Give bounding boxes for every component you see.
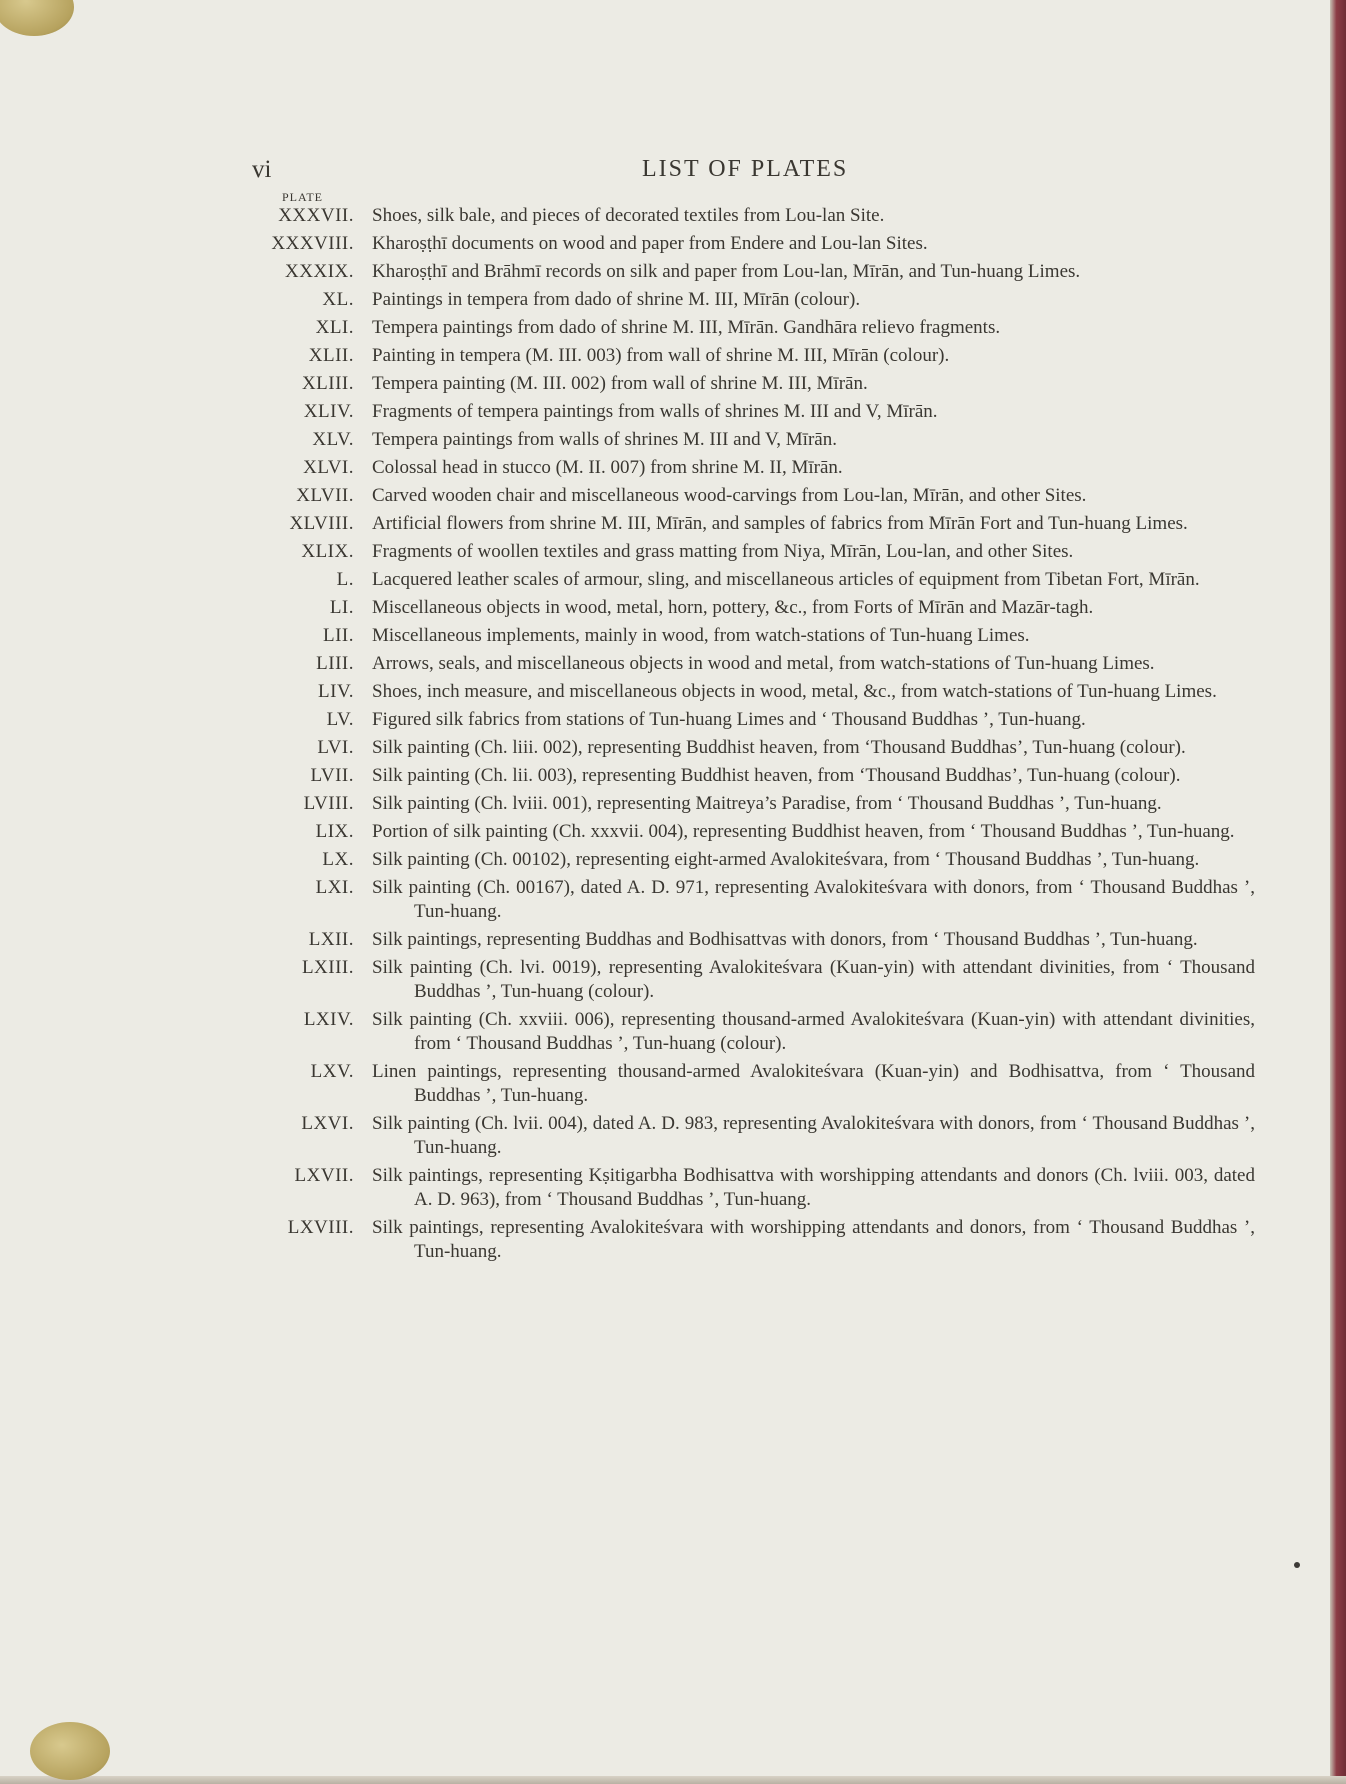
plate-entry [230,928,1255,952]
page-header [252,156,1252,186]
plate-numeral: XXXIX. [285,261,354,282]
plate-numeral: LX. [322,849,354,870]
corner-tab-bottom [30,1722,110,1780]
plate-column-label: PLATE [282,190,323,204]
plate-entry [230,1008,1255,1056]
plate-numeral: LXI. [315,877,354,898]
plate-numeral: LXIV. [303,1009,354,1030]
plate-entry [230,456,1255,480]
plate-entry [230,1164,1255,1212]
plate-numeral: LIX. [315,821,354,842]
plate-description: Colossal head in stucco (M. II. 007) from shrine M. II, Mīrān. [372,457,843,478]
plate-entry [230,428,1255,452]
plate-entry [230,652,1255,676]
plate-numeral: XLVI. [303,457,354,478]
plate-entry [230,736,1255,760]
plate-numeral: LXII. [308,929,354,950]
plate-description: Kharoṣṭhī documents on wood and paper from Endere and Lou-lan Sites. [372,233,928,254]
plate-entry [230,316,1255,340]
plate-description: Miscellaneous implements, mainly in wood, from watch-stations of Tun-huang Limes. [372,625,1030,646]
plate-entry [230,288,1255,312]
plate-entry [230,204,1255,228]
plate-entry [230,512,1255,536]
plate-entry [230,232,1255,256]
plate-entry [230,344,1255,368]
plate-description: Arrows, seals, and miscellaneous objects in wood and metal, from watch-stations of Tun-huang Limes. [372,653,1155,674]
plate-description: Silk painting (Ch. 00167), dated A. D. 971, representing Avalokiteśvara with donors, from ‘ Thousand Buddhas ’, Tun-huang. [372,877,1255,922]
plate-entry [230,1216,1255,1264]
plate-numeral: XXXVII. [278,205,354,226]
plate-numeral: XLVII. [296,485,354,506]
plate-description: Painting in tempera (M. III. 003) from wall of shrine M. III, Mīrān (colour). [372,345,950,366]
plate-numeral: XLVIII. [289,513,354,534]
plate-description: Carved wooden chair and miscellaneous wood-carvings from Lou-lan, Mīrān, and other Sites. [372,485,1087,506]
plate-description: Paintings in tempera from dado of shrine M. III, Mīrān (colour). [372,289,861,310]
plate-numeral: LIII. [316,653,354,674]
ink-speck [1294,1562,1300,1568]
running-title: LIST OF PLATES [642,156,849,182]
plate-description: Kharoṣṭhī and Brāhmī records on silk and paper from Lou-lan, Mīrān, and Tun-huang Limes. [372,261,1081,282]
plate-list [230,204,1255,1268]
plate-numeral: LVI. [317,737,354,758]
plate-description: Tempera paintings from dado of shrine M. III, Mīrān. Gandhāra relievo fragments. [372,317,1001,338]
plate-description: Figured silk fabrics from stations of Tun-huang Limes and ‘ Thousand Buddhas ’, Tun-huang. [372,709,1086,730]
plate-entry [230,400,1255,424]
plate-description: Silk painting (Ch. lii. 003), representing Buddhist heaven, from ‘Thousand Buddhas’, Tun-huang (colour). [372,765,1181,786]
plate-numeral: LXIII. [301,957,354,978]
plate-entry [230,708,1255,732]
plate-description: Tempera painting (M. III. 002) from wall of shrine M. III, Mīrān. [372,373,868,394]
plate-numeral: XLI. [315,317,354,338]
plate-entry [230,484,1255,508]
plate-entry [230,624,1255,648]
plate-numeral: XLIII. [301,373,354,394]
plate-entry [230,372,1255,396]
plate-numeral: LVIII. [303,793,354,814]
plate-description: Portion of silk painting (Ch. xxxvii. 004), representing Buddhist heaven, from ‘ Thousand Buddhas ’, Tun-huang. [372,821,1235,842]
plate-numeral: LVII. [310,765,354,786]
plate-numeral: LXVIII. [287,1217,354,1238]
binding-edge [1330,0,1346,1784]
plate-entry [230,596,1255,620]
plate-numeral: LXVI. [301,1113,354,1134]
plate-description: Silk painting (Ch. liii. 002), representing Buddhist heaven, from ‘Thousand Buddhas’, Tun-huang (colour). [372,737,1186,758]
plate-numeral: LXVII. [294,1165,354,1186]
plate-entry [230,956,1255,1004]
page-number: vi [252,156,272,183]
plate-entry [230,876,1255,924]
plate-description: Linen paintings, representing thousand-armed Avalokiteśvara (Kuan-yin) and Bodhisattva, from ‘ Thousand Buddhas ’, Tun-huang. [372,1061,1255,1106]
plate-numeral: LII. [322,625,354,646]
plate-description: Tempera paintings from walls of shrines M. III and V, Mīrān. [372,429,837,450]
plate-description: Silk paintings, representing Kṣitigarbha Bodhisattva with worshipping attendants and donors (Ch. lviii. 003, dated A. D. 963), from ‘ Thousand Buddhas ’, Tun-huang. [372,1165,1255,1210]
plate-entry [230,1112,1255,1160]
plate-numeral: XLII. [308,345,354,366]
plate-entry [230,540,1255,564]
plate-description: Shoes, inch measure, and miscellaneous objects in wood, metal, &c., from watch-stations of Tun-huang Limes. [372,681,1217,702]
plate-description: Silk paintings, representing Buddhas and Bodhisattvas with donors, from ‘ Thousand Buddhas ’, Tun-huang. [372,929,1198,950]
plate-description: Fragments of woollen textiles and grass matting from Niya, Mīrān, Lou-lan, and other Sites. [372,541,1074,562]
plate-numeral: L. [336,569,354,590]
plate-numeral: LIV. [318,681,354,702]
plate-description: Silk painting (Ch. xxviii. 006), representing thousand-armed Avalokiteśvara (Kuan-yin) with attendant divinities, from ‘ Thousand Buddhas ’, Tun-huang (colour). [372,1009,1255,1054]
plate-description: Silk painting (Ch. lviii. 001), representing Maitreya’s Paradise, from ‘ Thousand Buddhas ’, Tun-huang. [372,793,1162,814]
plate-description: Silk paintings, representing Avalokiteśvara with worshipping attendants and donors, from ‘ Thousand Buddhas ’, Tun-huang. [372,1217,1255,1262]
plate-entry [230,848,1255,872]
plate-description: Silk painting (Ch. 00102), representing eight-armed Avalokiteśvara, from ‘ Thousand Buddhas ’, Tun-huang. [372,849,1200,870]
plate-numeral: XLIV. [303,401,354,422]
plate-numeral: XL. [322,289,354,310]
plate-numeral: LI. [329,597,354,618]
plate-entry [230,820,1255,844]
plate-description: Fragments of tempera paintings from walls of shrines M. III and V, Mīrān. [372,401,938,422]
plate-description: Artificial flowers from shrine M. III, Mīrān, and samples of fabrics from Mīrān Fort and Tun-huang Limes. [372,513,1188,534]
plate-entry [230,680,1255,704]
plate-numeral: LV. [326,709,354,730]
plate-entry [230,1060,1255,1108]
plate-description: Lacquered leather scales of armour, sling, and miscellaneous articles of equipment from Tibetan Fort, Mīrān. [372,569,1200,590]
plate-numeral: XLV. [312,429,354,450]
plate-numeral: LXV. [310,1061,354,1082]
plate-entry [230,260,1255,284]
page-bottom-edge [0,1776,1346,1784]
plate-numeral: XXXVIII. [271,233,354,254]
plate-description: Silk painting (Ch. lvi. 0019), representing Avalokiteśvara (Kuan-yin) with attendant divinities, from ‘ Thousand Buddhas ’, Tun-huang (colour). [372,957,1255,1002]
plate-description: Miscellaneous objects in wood, metal, horn, pottery, &c., from Forts of Mīrān and Mazār-tagh. [372,597,1094,618]
plate-description: Shoes, silk bale, and pieces of decorated textiles from Lou-lan Site. [372,205,885,226]
plate-entry [230,568,1255,592]
plate-description: Silk painting (Ch. lvii. 004), dated A. D. 983, representing Avalokiteśvara with donors, from ‘ Thousand Buddhas ’, Tun-huang. [372,1113,1255,1158]
plate-numeral: XLIX. [301,541,354,562]
plate-entry [230,764,1255,788]
plate-entry [230,792,1255,816]
